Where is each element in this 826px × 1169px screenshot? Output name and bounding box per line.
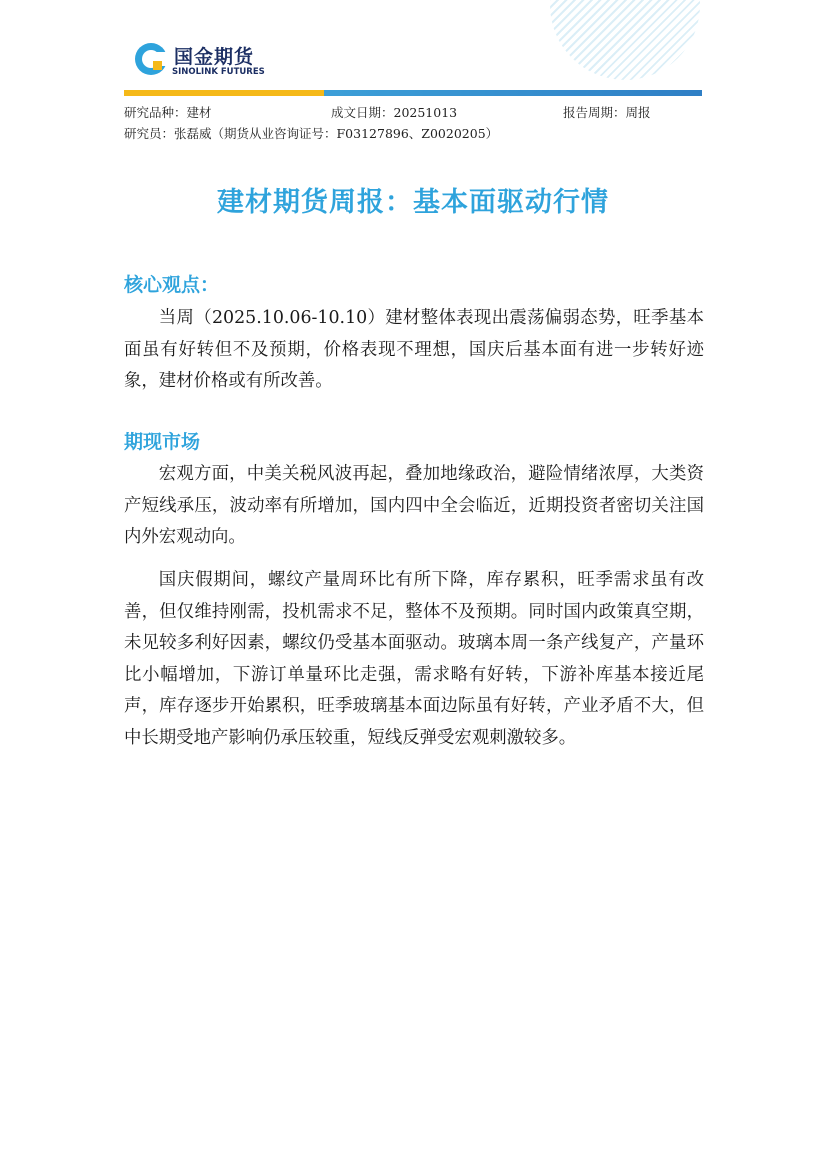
header-color-band bbox=[124, 90, 702, 96]
report-title: 建材期货周报：基本面驱动行情 bbox=[217, 187, 609, 218]
sinolink-logo-icon bbox=[134, 42, 168, 76]
meta-variety: 研究品种：建材 bbox=[124, 105, 212, 120]
market-paragraph-macro: 宏观方面，中美关税风波再起，叠加地缘政治，避险情绪浓厚，大类资产短线承压，波动率有所增加，国内四中全会临近，近期投资者密切关注国内外宏观动向。 bbox=[124, 464, 704, 547]
section-heading-core-view: 核心观点： bbox=[124, 274, 220, 296]
market-paragraph-fundamentals: 国庆假期间，螺纹产量周环比有所下降，库存累积，旺季需求虽有改善，但仅维持刚需，投机需求不足，整体不及预期。同时国内政策真空期，未见较多利好因素，螺纹仍受基本面驱动。玻璃本周一条产线复产，产量环比小幅增加，下游订单量环比走强，需求略有好转，下游补库基本接近尾声，库存逐步开始累积，旺季玻璃基本面边际虽有好转，产业矛盾不大，但中长期受地产影响仍承压较重，短线反弹受宏观刺激较多。 bbox=[124, 570, 704, 748]
background-watermark bbox=[548, 0, 708, 92]
logo-text-cn: 国金期货 bbox=[174, 46, 255, 68]
meta-researcher: 研究员：张磊威（期货从业咨询证号：F03127896、Z0020205） bbox=[124, 126, 499, 141]
meta-period: 报告周期：周报 bbox=[563, 105, 651, 120]
company-logo bbox=[134, 42, 294, 82]
core-view-paragraph: 当周（2025.10.06-10.10）建材整体表现出震荡偏弱态势，旺季基本面虽有好转但不及预期，价格表现不理想，国庆后基本面有进一步转好迹象，建材价格或有所改善。 bbox=[124, 308, 704, 391]
logo-text-en: SINOLINK FUTURES bbox=[172, 67, 265, 77]
meta-date: 成文日期：20251013 bbox=[331, 105, 458, 120]
section-heading-market: 期现市场 bbox=[124, 431, 201, 453]
